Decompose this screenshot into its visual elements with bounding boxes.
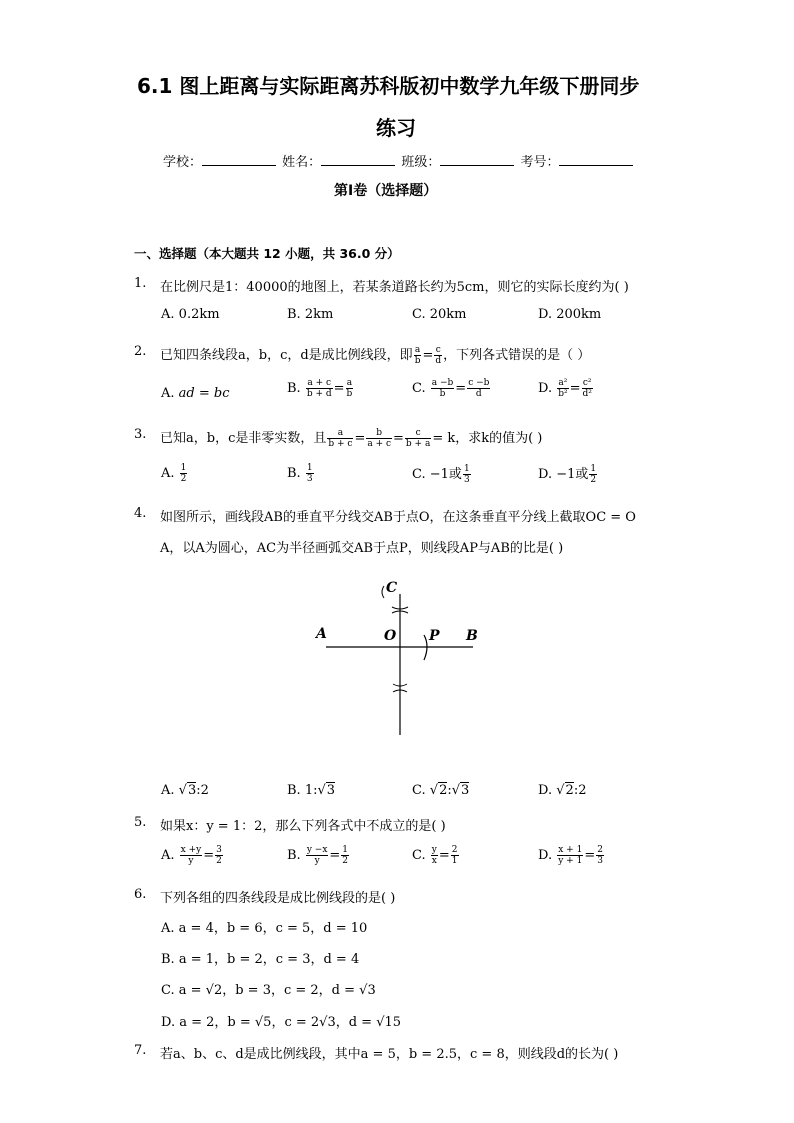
option-label: B. [287, 783, 301, 798]
student-info-line [163, 151, 635, 170]
label-a: A [316, 626, 327, 642]
question-text: 在比例尺是1：40000的地图上，若某条道路长约为5cm，则它的实际长度约为( ) [160, 280, 629, 295]
q1-option-a[interactable] [161, 307, 220, 322]
question-4 [134, 506, 636, 525]
arc-mark-c [382, 586, 384, 598]
q1-option-d[interactable] [538, 307, 601, 322]
q5-option-d[interactable]: D. $\frac{x + 1}{y + 1}$ = $\frac{2}{3}$ [538, 845, 603, 866]
q4-option-b[interactable] [287, 783, 335, 798]
label-c: C [386, 580, 398, 596]
option-label: C. [161, 983, 175, 998]
question-number: 3. [134, 427, 147, 442]
page-title-line2: 练习 [376, 116, 416, 140]
fraction: $\frac{c}{b + a}$ [405, 428, 431, 449]
fraction: $\frac{1}{2}$ [590, 464, 597, 485]
option-text: a = 2，b = √5，c = 2√3，d = √15 [179, 1015, 402, 1030]
option-text: 2km [304, 307, 334, 322]
option-label: D. [538, 307, 553, 322]
option-label: A. [161, 783, 175, 798]
option-text: 200km [556, 307, 602, 322]
option-label: A. [161, 307, 175, 322]
fraction: $\frac{\text{c²}}{\text{d²}}$ [582, 378, 592, 399]
q3-option-d[interactable] [538, 463, 598, 485]
question-2: 2. 已知四条线段a，b，c，d是成比例线段，即 $\frac{a}{b}$ = $\frac{c}{d}$ ，下列各式错误的是（ ） [134, 344, 591, 366]
school-label: 学校： [163, 155, 203, 170]
option-label: C. [412, 467, 426, 482]
fraction: $\frac{2}{1}$ [451, 845, 458, 866]
option-text: 1: [304, 783, 318, 798]
fraction: $\frac{y}{x}$ [431, 845, 437, 866]
name-label: 姓名： [282, 155, 322, 170]
fraction: $\frac{1}{2}$ [342, 845, 349, 866]
sqrt-sign: √ [556, 783, 565, 798]
option-label: B. [161, 952, 175, 967]
option-text: 0.2km [178, 307, 220, 322]
class-blank[interactable] [440, 153, 514, 166]
option-text: a = 4，b = 6，c = 5，d = 10 [178, 921, 368, 936]
page-title: 6.1 图上距离与实际距离苏科版初中数学九年级下册同步 [137, 74, 640, 98]
option-label: A. [161, 466, 175, 481]
radicand: 2 [439, 783, 448, 798]
q5-option-c[interactable]: C. $\frac{y}{x}$ = $\frac{2}{1}$ [412, 845, 458, 866]
question-number: 5. [134, 815, 147, 830]
question-text-part2: = k，求k的值为( ) [432, 431, 543, 446]
volume-heading: 第Ⅰ卷（选择题） [334, 183, 438, 199]
question-number: 2. [134, 344, 147, 359]
name-blank[interactable] [321, 153, 395, 166]
radicand: 3 [326, 783, 336, 798]
option-text: ad = bc [178, 386, 230, 401]
option-label: D. [538, 783, 553, 798]
q2-option-a[interactable] [161, 386, 230, 401]
question-number: 7. [134, 1043, 147, 1058]
fraction: $\frac{1}{3}$ [463, 464, 470, 485]
geometry-figure [310, 572, 490, 742]
fraction: $\frac{\text{a²}}{\text{b²}}$ [558, 378, 568, 399]
section-heading: 一、选择题（本大题共 12 小题，共 36.0 分） [134, 246, 400, 261]
fraction: $\frac{b}{a + c}$ [367, 428, 392, 449]
fraction: $\frac{1}{3}$ [306, 463, 313, 484]
q4-option-d[interactable] [538, 783, 586, 798]
q5-option-b[interactable]: B. $\frac{y -x}{y}$ = $\frac{1}{2}$ [287, 845, 349, 866]
fraction: $\frac{c}{d}$ [435, 345, 442, 366]
fraction: $\frac{x +y}{y}$ [180, 845, 202, 866]
option-text: −1或 [429, 467, 462, 482]
question-number: 6. [134, 887, 147, 902]
q4-option-c[interactable] [412, 783, 469, 798]
question-text-part1: 已知a，b，c是非零实数，且 [160, 431, 327, 446]
option-label: B. [287, 848, 301, 863]
option-label: A. [161, 848, 175, 863]
option-label: C. [412, 848, 426, 863]
fraction: $\frac{3}{2}$ [216, 845, 222, 866]
radicand: 2 [565, 783, 574, 798]
option-label: A. [161, 386, 175, 401]
fraction: $\frac{2}{3}$ [597, 845, 603, 866]
q6-option-c[interactable] [161, 979, 376, 998]
question-number: 4. [134, 506, 147, 521]
question-6 [134, 887, 395, 906]
option-label: C. [412, 307, 426, 322]
label-o: O [384, 628, 397, 644]
question-7 [134, 1043, 618, 1062]
radicand: 3 [187, 783, 197, 798]
option-label: D. [538, 381, 553, 396]
option-text: 20km [429, 307, 467, 322]
q3-option-b[interactable] [287, 463, 315, 484]
question-text: 下列各组的四条线段是成比例线段的是( ) [160, 891, 396, 906]
id-blank[interactable] [559, 153, 633, 166]
question-3: 3. 已知a，b，c是非零实数，且 $\frac{a}{b + c}$ = $\frac{b}{a + c}$ = $\frac{c}{b + a}$ = k，求k的值为( ) [134, 427, 543, 449]
fraction: $\frac{a}{b + c}$ [328, 428, 353, 449]
option-label: D. [538, 848, 553, 863]
fraction: $\frac{a}{b}$ [346, 378, 353, 399]
q2-option-c[interactable]: C. $\frac{a -b}{b}$ = $\frac{c -b}{d}$ [412, 378, 490, 399]
question-text: 如果x：y = 1：2，那么下列各式中不成立的是( ) [160, 819, 446, 834]
fraction: $\frac{x + 1}{y + 1}$ [558, 845, 583, 866]
fraction: $\frac{y -x}{y}$ [306, 845, 328, 866]
question-text-part1: 已知四条线段a，b，c，d是成比例线段，即 [160, 348, 413, 363]
option-label: C. [412, 381, 426, 396]
sqrt-sign: √ [429, 783, 439, 798]
option-text: a = √2，b = 3，c = 2，d = √3 [178, 983, 376, 998]
fraction: $\frac{1}{2}$ [180, 463, 187, 484]
school-blank[interactable] [202, 153, 276, 166]
id-label: 考号： [520, 155, 560, 170]
class-label: 班级： [401, 155, 441, 170]
q1-option-b[interactable] [287, 307, 333, 322]
question-number: 1. [134, 276, 147, 291]
fraction: $\frac{a -b}{b}$ [431, 378, 454, 399]
option-text: :2 [573, 783, 587, 798]
question-text-part2: ，下列各式错误的是（ ） [443, 348, 591, 363]
label-p: P [429, 628, 440, 644]
question-1 [134, 276, 629, 295]
q6-option-a[interactable] [161, 917, 367, 936]
option-label: A. [161, 921, 175, 936]
option-label: B. [287, 307, 301, 322]
option-text: a = 1，b = 2，c = 3，d = 4 [178, 952, 360, 967]
q3-option-c[interactable] [412, 463, 472, 485]
option-text: −1或 [556, 467, 589, 482]
q2-option-b[interactable]: B. $\frac{a + c}{b + d}$ = $\frac{a}{b}$ [287, 378, 353, 399]
q5-option-a[interactable]: A. $\frac{x +y}{y}$ = $\frac{3}{2}$ [161, 845, 222, 866]
option-label: B. [287, 466, 301, 481]
option-text: :2 [196, 783, 209, 798]
radicand: 3 [461, 783, 470, 798]
question-text: 若a、b、c、d是成比例线段，其中a = 5，b = 2.5，c = 8，则线段d的长为( ) [160, 1047, 619, 1062]
sqrt-sign: √ [451, 783, 461, 798]
sqrt-sign: √ [178, 783, 187, 798]
q6-option-d[interactable] [161, 1011, 401, 1030]
option-label: D. [161, 1015, 176, 1030]
sqrt-sign: √ [317, 783, 326, 798]
question-text-line1: 如图所示，画线段AB的垂直平分线交AB于点O，在这条垂直平分线上截取OC = O [160, 510, 636, 525]
option-label: B. [287, 381, 301, 396]
question-4-line2: A，以A为圆心，AC为半径画弧交AB于点P，则线段AP与AB的比是( ) [160, 541, 564, 556]
q3-option-a[interactable] [161, 463, 188, 484]
label-b: B [466, 628, 478, 644]
q4-option-a[interactable] [161, 783, 209, 798]
question-5 [134, 815, 446, 834]
fraction: $\frac{a + c}{b + d}$ [306, 378, 332, 399]
fraction: $\frac{c -b}{d}$ [468, 378, 490, 399]
q1-option-c[interactable] [412, 307, 467, 322]
option-label: D. [538, 467, 553, 482]
q6-option-b[interactable] [161, 948, 359, 967]
fraction: $\frac{a}{b}$ [414, 345, 421, 366]
option-text: : [447, 783, 452, 798]
option-label: C. [412, 783, 426, 798]
q2-option-d[interactable]: D. $\frac{\text{a²}}{\text{b²}}$ = $\frac{\text{c²}}{\text{d²}}$ [538, 378, 592, 399]
